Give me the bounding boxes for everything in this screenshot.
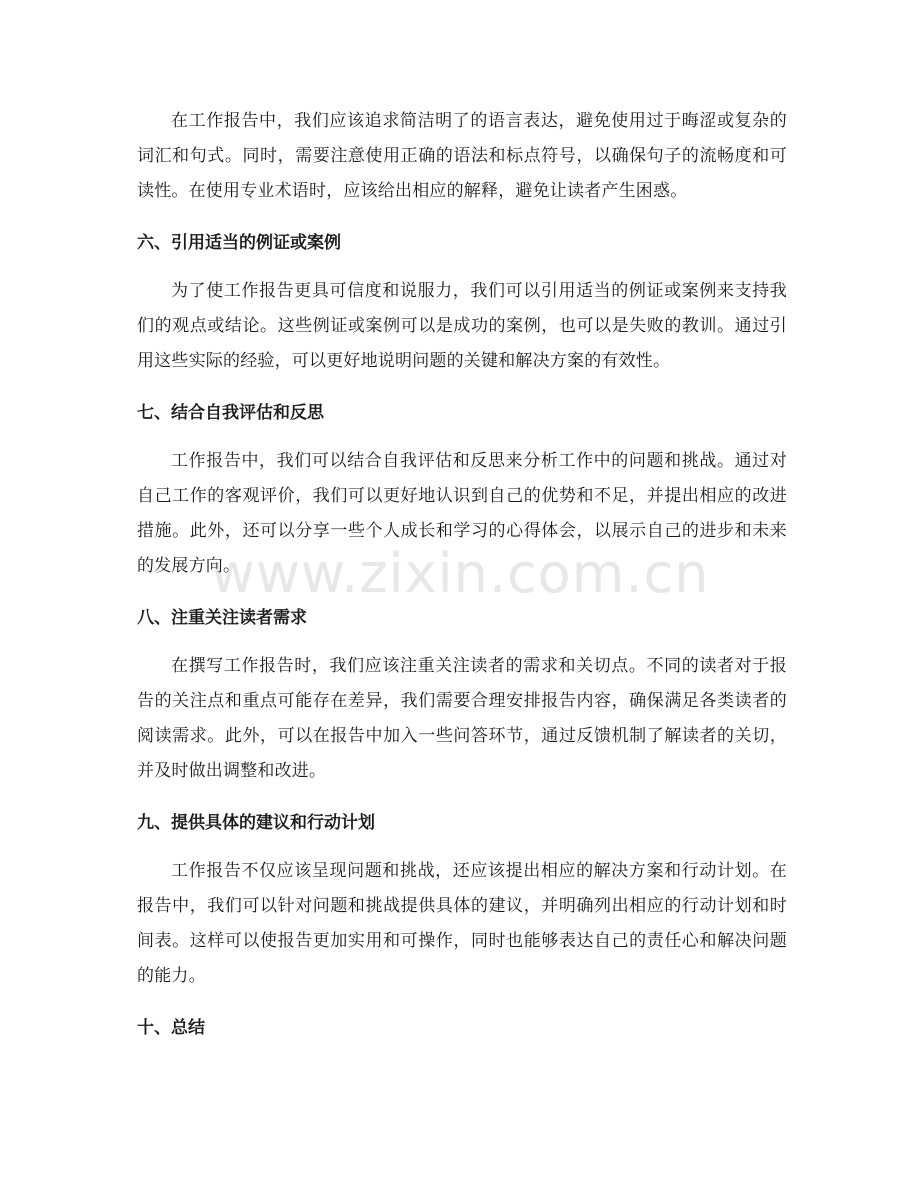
section-body-6: 为了使工作报告更具可信度和说服力，我们可以引用适当的例证或案例来支持我们的观点或结论。这些例证或案例可以是成功的案例，也可以是失败的教训。通过引用这些实际的经验，可以更好地说明问题的关键和解决方案的有效性。 (137, 281, 787, 371)
section-body-9: 工作报告不仅应该呈现问题和挑战，还应该提出相应的解决方案和行动计划。在报告中，我们可以针对问题和挑战提供具体的建议，并明确列出相应的行动计划和时间表。这样可以使报告更加实用和可操作，同时也能够表达自己的责任心和解决问题的能力。 (137, 861, 787, 986)
document-body (137, 104, 787, 1059)
section-heading-10: 十、总结 (137, 1018, 205, 1038)
section-body-8: 在撰写工作报告时，我们应该注重关注读者的需求和关切点。不同的读者对于报告的关注点和重点可能存在差异，我们需要合理安排报告内容，确保满足各类读者的阅读需求。此外，可以在报告中加入一些问答环节，通过反馈机制了解读者的关切，并及时做出调整和改进。 (137, 656, 787, 781)
section-body-7: 工作报告中，我们可以结合自我评估和反思来分析工作中的问题和挑战。通过对自己工作的客观评价，我们可以更好地认识到自己的优势和不足，并提出相应的改进措施。此外，还可以分享一些个人成长和学习的心得体会，以展示自己的进步和未来的发展方向。 (137, 451, 787, 576)
intro-paragraph: 在工作报告中，我们应该追求简洁明了的语言表达，避免使用过于晦涩或复杂的词汇和句式。同时，需要注意使用正确的语法和标点符号，以确保句子的流畅度和可读性。在使用专业术语时，应该给出相应的解释，避免让读者产生困惑。 (137, 111, 787, 201)
section-heading-7: 七、结合自我评估和反思 (137, 403, 324, 423)
section-heading-8: 八、注重关注读者需求 (137, 608, 307, 628)
section-heading-9: 九、提供具体的建议和行动计划 (137, 813, 375, 833)
watermark: www.zixin.com.cn (210, 542, 710, 605)
section-heading-6: 六、引用适当的例证或案例 (137, 233, 341, 253)
